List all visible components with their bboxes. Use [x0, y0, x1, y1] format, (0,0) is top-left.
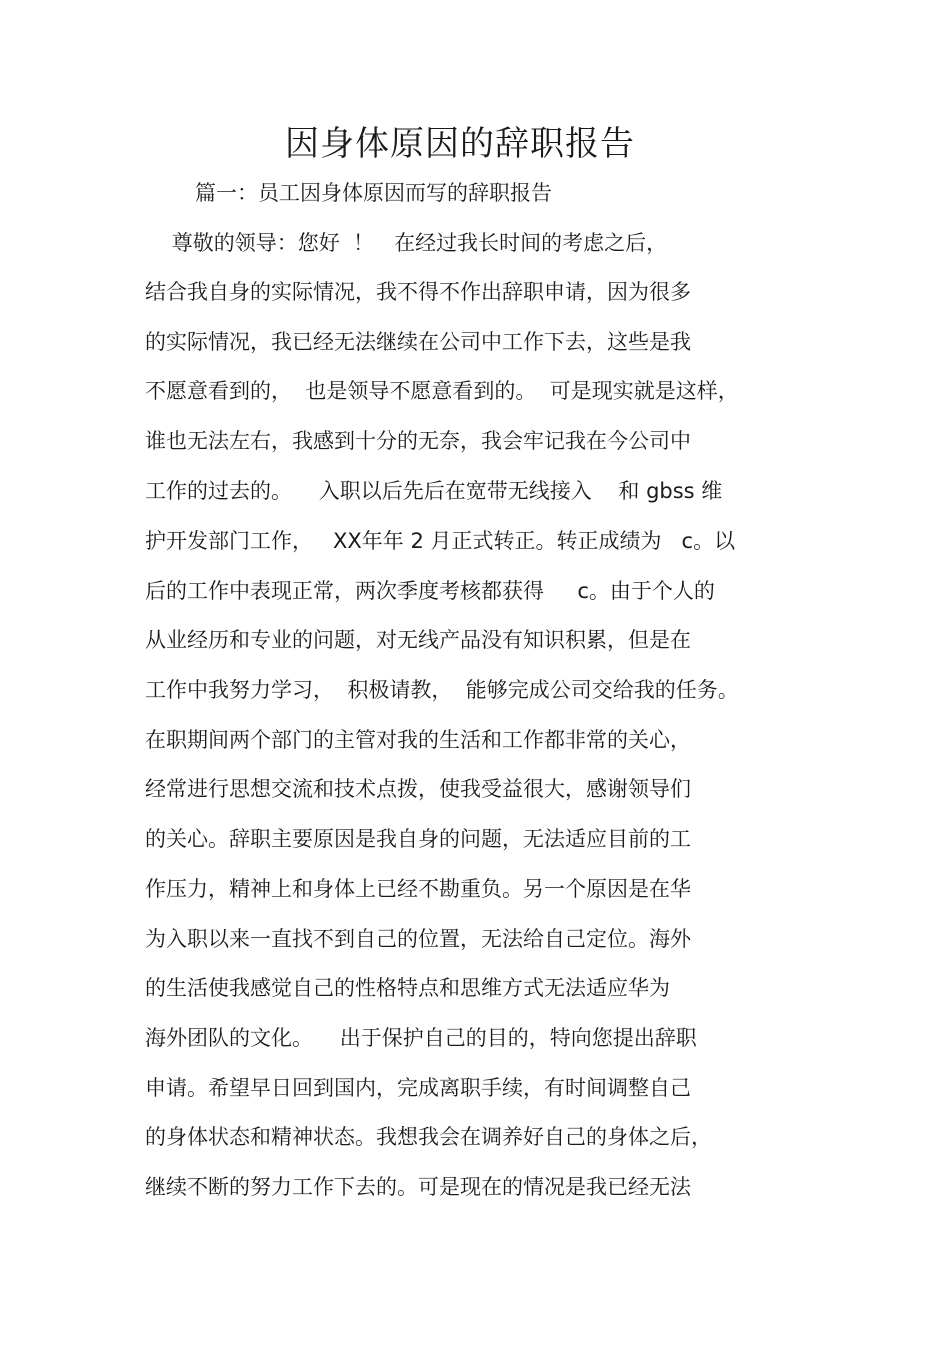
body-line-13: 的关心。辞职主要原因是我自身的问题，无法适应目前的工	[145, 827, 691, 851]
body-line-9: 从业经历和专业的问题，对无线产品没有知识积累，但是在	[145, 628, 691, 652]
body-line-11: 在职期间两个部门的主管对我的生活和工作都非常的关心，	[145, 728, 691, 752]
document-title: 因身体原因的辞职报告	[285, 124, 635, 164]
body-line-10: 工作中我努力学习， 积极请教， 能够完成公司交给我的任务。	[145, 678, 739, 702]
body-line-12: 经常进行思想交流和技术点拨，使我受益很大，感谢领导们	[145, 777, 691, 801]
body-line-19: 的身体状态和精神状态。我想我会在调养好自己的身体之后，	[145, 1125, 712, 1149]
body-line-4: 不愿意看到的， 也是领导不愿意看到的。 可是现实就是这样，	[145, 379, 739, 403]
body-line-5: 谁也无法左右，我感到十分的无奈，我会牢记我在今公司中	[145, 429, 691, 453]
body-line-1: 尊敬的领导：您好 ！ 在经过我长时间的考虑之后，	[145, 231, 668, 255]
body-line-16: 的生活使我感觉自己的性格特点和思维方式无法适应华为	[145, 976, 670, 1000]
body-line-14: 作压力，精神上和身体上已经不勘重负。另一个原因是在华	[145, 877, 691, 901]
body-line-7: 护开发部门工作， XX年年 2 月正式转正。转正成绩为 c。以	[145, 529, 736, 553]
body-line-15: 为入职以来一直找不到自己的位置，无法给自己定位。海外	[145, 927, 691, 951]
body-line-2: 结合我自身的实际情况，我不得不作出辞职申请，因为很多	[145, 280, 691, 304]
body-line-20: 继续不断的努力工作下去的。可是现在的情况是我已经无法	[145, 1175, 691, 1199]
body-line-6: 工作的过去的。 入职以后先后在宽带无线接入 和 gbss 维	[145, 479, 723, 503]
body-line-18: 申请。希望早日回到国内，完成离职手续，有时间调整自己	[145, 1076, 691, 1100]
body-line-8: 后的工作中表现正常，两次季度考核都获得 c。由于个人的	[145, 579, 715, 603]
body-line-17: 海外团队的文化。 出于保护自己的目的，特向您提出辞职	[145, 1026, 697, 1050]
document-subtitle: 篇一：员工因身体原因而写的辞职报告	[195, 181, 552, 205]
body-line-3: 的实际情况，我已经无法继续在公司中工作下去，这些是我	[145, 330, 691, 354]
